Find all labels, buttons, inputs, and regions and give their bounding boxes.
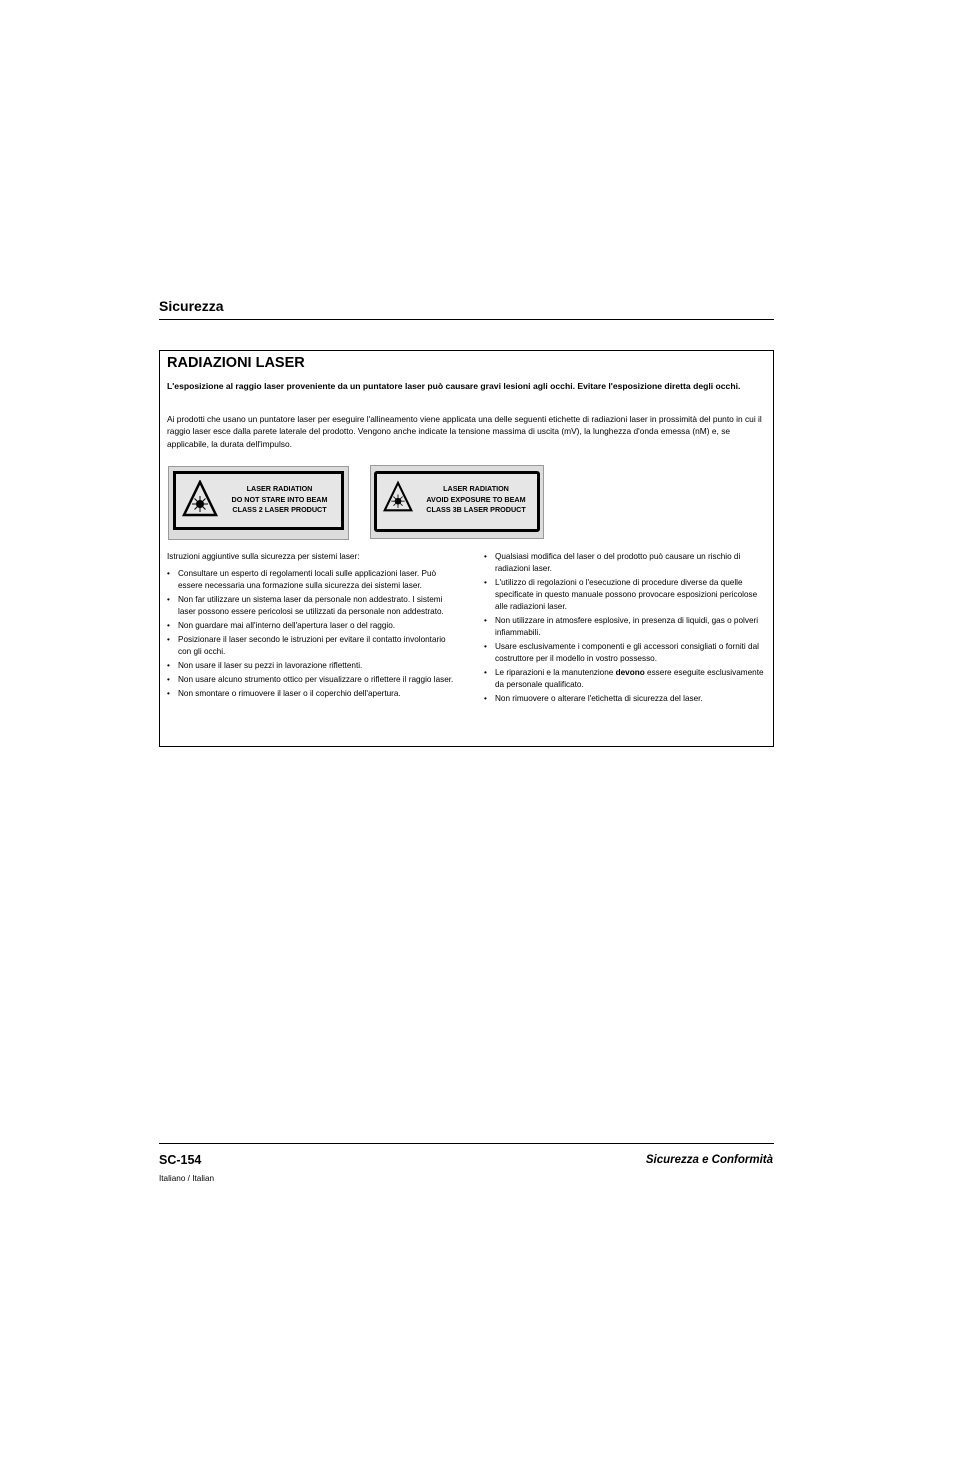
page-number: SC-154 — [159, 1153, 202, 1167]
laser-label-class2 — [168, 466, 349, 540]
list-item: • Consultare un esperto di regolamenti locali sulle applicazioni laser. Può essere necessaria una formazione sulla sicurezza dei sistemi laser. — [167, 568, 457, 592]
list-item: • Non guardare mai all'interno dell'apertura laser o del raggio. — [167, 620, 457, 632]
footer-title: Sicurezza e Conformità — [645, 1154, 773, 1166]
warning-text: L'esposizione al raggio laser proveniente da un puntatore laser può causare gravi lesioni agli occhi. Evitare l'esposizione diretta degli occhi. — [167, 381, 741, 391]
label-frame — [374, 471, 540, 532]
laser-warning-triangle-icon — [383, 480, 413, 514]
language-label: Italiano / Italian — [159, 1174, 215, 1183]
instructions-heading: Istruzioni aggiuntive sulla sicurezza per sistemi laser: — [167, 552, 360, 561]
list-item: • Non smontare o rimuovere il laser o il coperchio dell'apertura. — [167, 688, 457, 700]
header-rule — [159, 319, 774, 320]
instructions-right-column — [484, 551, 766, 707]
list-item: • Non far utilizzare un sistema laser da personale non addestrato. I sistemi laser possono essere pericolosi se utilizzati da personale non addestrato. — [167, 594, 457, 618]
list-item: • Non usare il laser su pezzi in lavorazione riflettenti. — [167, 660, 457, 672]
label-frame — [173, 471, 344, 530]
footer-rule — [159, 1143, 774, 1144]
laser-label-class3b — [370, 465, 544, 539]
laser-radiation-box — [159, 350, 774, 747]
label-text: LASER RADIATION DO NOT STARE INTO BEAM CLASS 2 LASER PRODUCT — [231, 484, 328, 514]
list-item: • Non usare alcuno strumento ottico per visualizzare o riflettere il raggio laser. — [167, 674, 457, 686]
list-item: • Qualsiasi modifica del laser o del prodotto può causare un rischio di radiazioni laser. — [484, 551, 766, 575]
section-title: Sicurezza — [159, 298, 224, 314]
list-item: • Non rimuovere o alterare l'etichetta di sicurezza del laser. — [484, 693, 766, 705]
list-item: • Non utilizzare in atmosfere esplosive, in presenza di liquidi, gas o polveri infiammabili. — [484, 615, 766, 639]
instructions-list-left — [167, 568, 457, 700]
instructions-left-column — [167, 551, 457, 702]
list-item: • Le riparazioni e la manutenzione devono essere eseguite esclusivamente da personale qualificato. — [484, 667, 766, 691]
label-text: LASER RADIATION AVOID EXPOSURE TO BEAM CLASS 3B LASER PRODUCT — [426, 484, 526, 514]
laser-warning-triangle-icon — [182, 480, 218, 518]
instructions-list-right — [484, 551, 766, 705]
box-title: RADIAZIONI LASER — [167, 355, 305, 371]
intro-text: Ai prodotti che usano un puntatore laser per eseguire l'allineamento viene applicata una delle seguenti etichette di radiazioni laser in prossimità del punto in cui il raggio laser esce dalla parete laterale del prodotto. Vengono anche indicate la tensione massima di uscita (mV), la lunghezza d'onda emessa (nM) e, se applicabile, la durata dell'impulso. — [167, 414, 762, 449]
list-item: • Usare esclusivamente i componenti e gli accessori consigliati o forniti dal costruttore per il modello in vostro possesso. — [484, 641, 766, 665]
list-item: • L'utilizzo di regolazioni o l'esecuzione di procedure diverse da quelle specificate in questo manuale possono provocare esposizioni pericolose alle radiazioni laser. — [484, 577, 766, 613]
list-item: • Posizionare il laser secondo le istruzioni per evitare il contatto involontario con gli occhi. — [167, 634, 457, 658]
